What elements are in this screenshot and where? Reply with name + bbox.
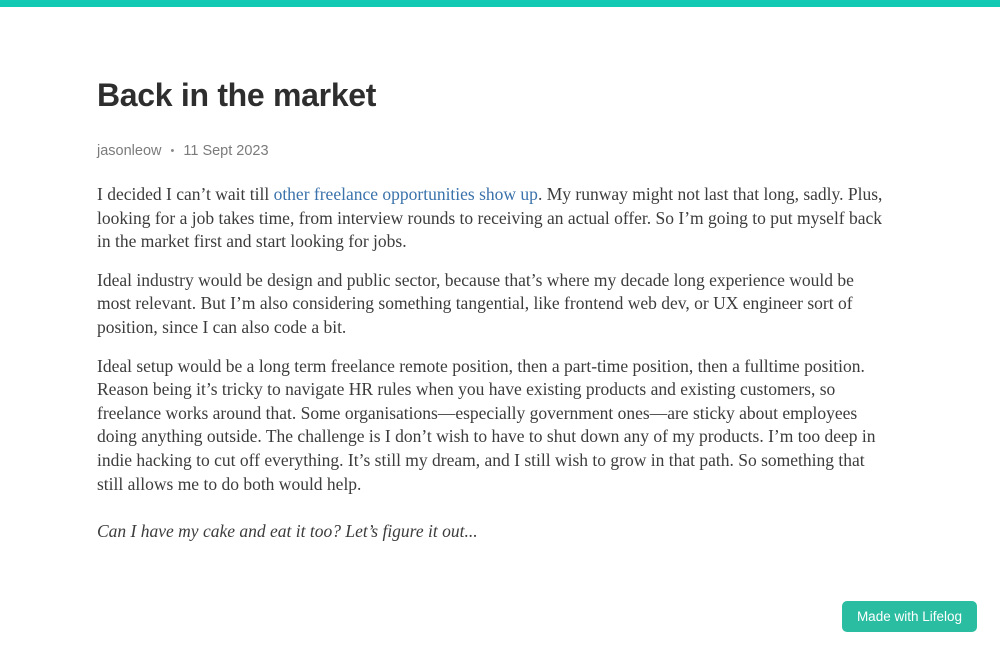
top-accent-bar	[0, 0, 1000, 7]
paragraph-2: Ideal industry would be design and public sector, because that’s where my decade long experience would be most relevant. But I’m also considering something tangential, like frontend web dev, or UX engineer sort of position, since I can also code a bit.	[97, 269, 854, 337]
paragraph-1	[97, 183, 889, 254]
paragraph-1-text-before-link: I decided I can’t wait till	[97, 184, 274, 204]
page-title: Back in the market	[97, 77, 377, 113]
byline	[97, 143, 889, 159]
made-with-lifelog-badge[interactable]: Made with Lifelog	[842, 601, 977, 632]
paragraph-1-text-after-link: . My runway might not last that long, sadly. Plus, looking for a job takes time, from interview rounds to receiving an actual offer. So I’m going to put myself back in the market first and start looking for jobs.	[97, 184, 883, 252]
byline-separator: •	[170, 145, 175, 157]
blog-post-page	[97, 75, 889, 544]
post-date: 11 Sept 2023	[183, 143, 269, 159]
post-body	[97, 183, 889, 544]
freelance-opportunities-link[interactable]: other freelance opportunities show up	[273, 184, 538, 204]
author-name[interactable]: jasonleow	[97, 143, 162, 159]
paragraph-3: Ideal setup would be a long term freelance remote position, then a part-time position, then a fulltime position. Reason being it’s tricky to navigate HR rules when you have existing products and existing customers, so freelance works around that. Some organisations—especially government ones—are sticky about employees doing anything outside. The challenge is I don’t wish to have to shut down any of my products. I’m too deep in indie hacking to cut off everything. It’s still my dream, and I still wish to grow in that path. So something that still allows me to do both would help.	[97, 355, 876, 494]
paragraph-4-italic: Can I have my cake and eat it too? Let’s figure it out...	[97, 521, 478, 542]
